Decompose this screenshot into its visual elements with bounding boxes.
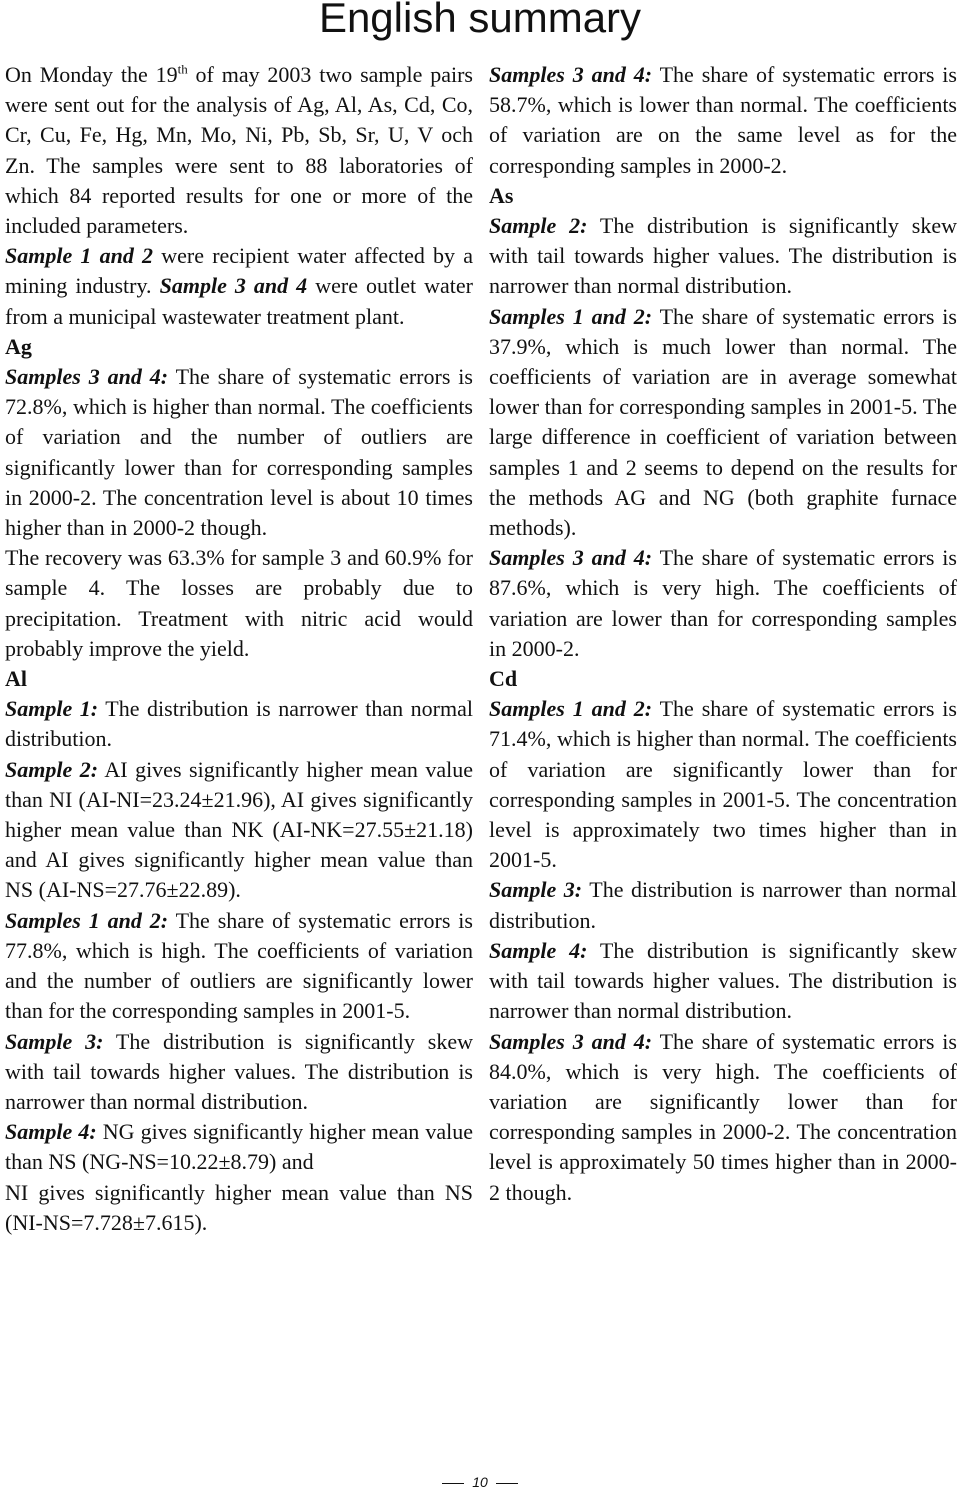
- paragraph-text: The distribution is significantly skew with tail towards higher values. The distribution is narrower than normal distribution.: [489, 937, 957, 1024]
- intro-superscript: th: [177, 61, 188, 77]
- sample-label: Sample 4:: [489, 937, 588, 963]
- paragraph-text: The share of systematic errors is 77.8%, which is high. The coefficients of variation and the number of outliers are significantly lower than for the corresponding samples in 2001-5.: [5, 907, 473, 1024]
- section-heading-al: Al: [5, 666, 27, 692]
- sample-label: Sample 3:: [489, 877, 583, 903]
- paragraph-text: The share of systematic errors is 37.9%, which is much lower than normal. The coefficients of variation are in average somewhat lower than for corresponding samples in 2001-5. The large difference in coefficient of variation between samples 1 and 2 seems to depend on the results for the methods AG and NG (both graphite furnace methods).: [489, 303, 957, 541]
- sample-text: were outlet water from a municipal wastewater treatment plant.: [5, 273, 473, 329]
- sample-label: Sample 2:: [489, 213, 588, 239]
- paragraph-text: The share of systematic errors is 58.7%, which is lower than normal. The coefficients of variation are on the same level as for the corresponding samples in 2000-2.: [489, 62, 957, 178]
- sample-label: Samples 1 and 2:: [489, 696, 653, 722]
- paragraph: The recovery was 63.3% for sample 3 and 60.9% for sample 4. The losses are probably due to precipitation. Treatment with nitric acid would probably improve the yield.: [5, 545, 473, 661]
- right-column: [489, 60, 957, 1208]
- paragraph: [489, 936, 957, 1027]
- page-footer: [0, 1474, 960, 1490]
- page-number: 10: [472, 1474, 488, 1490]
- sample-label: Sample 2:: [5, 756, 99, 782]
- left-column: [5, 60, 473, 1238]
- sample-label: Samples 1 and 2:: [5, 907, 169, 933]
- footer-rule: [496, 1483, 518, 1484]
- paragraph-text: AI gives significantly higher mean value than NI (AI-NI=23.24±21.96), AI gives significantly higher mean value than NK (AI-NK=27.55±21.18) and AI gives significantly higher mean value than NS (AI-NS=27.76±22.89).: [5, 756, 473, 903]
- intro-text-cont: of may 2003 two sample pairs were sent out for the analysis of Ag, Al, As, Cd, Co, Cr, Cu, Fe, Hg, Mn, Mo, Ni, Pb, Sb, Sr, U, V och Zn. The samples were sent to 88 laboratories of which 84 reported results for one or more of the included parameters.: [5, 62, 473, 239]
- paragraph: [489, 875, 957, 935]
- intro-text: On Monday the 19: [5, 62, 178, 87]
- paragraph: [5, 694, 473, 754]
- paragraph: [489, 1027, 957, 1208]
- section-heading-cd: Cd: [489, 666, 518, 692]
- paragraph-text: The share of systematic errors is 72.8%, which is higher than normal. The coefficients of variation and the number of outliers are significantly lower than for corresponding samples in 2000-2. The concentration level is about 10 times higher than in 2000-2 though.: [5, 364, 473, 541]
- paragraph: [489, 302, 957, 544]
- paragraph: [5, 1117, 473, 1177]
- sample-label: Samples 3 and 4:: [489, 62, 653, 87]
- paragraph: [489, 543, 957, 664]
- paragraph-text: The share of systematic errors is 87.6%, which is very high. The coefficients of variation are lower than for corresponding samples in 2000-2.: [489, 545, 957, 661]
- paragraph-text: The distribution is narrower than normal distribution.: [5, 696, 473, 752]
- paragraph: [489, 60, 957, 181]
- paragraph-text: NG gives significantly higher mean value than NS (NG-NS=10.22±8.79) and: [5, 1119, 473, 1175]
- paragraph-text: The distribution is narrower than normal distribution.: [489, 877, 957, 933]
- sample-text: were recipient water affected by a mining industry.: [5, 243, 473, 299]
- page-title: English summary: [318, 0, 642, 41]
- sample-label: Samples 1 and 2:: [489, 303, 653, 329]
- sample-label: Sample 1 and 2: [5, 243, 154, 269]
- sample-label: Samples 3 and 4:: [489, 545, 653, 571]
- paragraph: [5, 1027, 473, 1118]
- paragraph-text: The share of systematic errors is 71.4%, which is higher than normal. The coefficients of variation are significantly lower than for corresponding samples in 2001-5. The concentration level is approximately two times higher than in 2001-5.: [489, 696, 957, 873]
- paragraph-text: The share of systematic errors is 84.0%, which is very high. The coefficients of variation are significantly lower than for corresponding samples in 2000-2. The concentration level is approximately 50 times higher than in 2000-2 though.: [489, 1028, 957, 1205]
- section-heading-as: As: [489, 182, 514, 208]
- sample-label: Samples 3 and 4:: [5, 364, 169, 390]
- paragraph: [489, 694, 957, 875]
- paragraph: [489, 211, 957, 302]
- sample-label: Sample 3 and 4: [159, 273, 308, 299]
- paragraph: [5, 906, 473, 1027]
- samples-description: [5, 241, 473, 332]
- paragraph-text: The distribution is significantly skew with tail towards higher values. The distribution is narrower than normal distribution.: [489, 213, 957, 299]
- paragraph: NI gives significantly higher mean value than NS (NI-NS=7.728±7.615).: [5, 1179, 473, 1235]
- intro-paragraph: [5, 60, 473, 241]
- paragraph: [5, 362, 473, 543]
- sample-label: Sample 3:: [5, 1028, 104, 1054]
- sample-label: Sample 4:: [5, 1119, 97, 1145]
- footer-rule: [442, 1483, 464, 1484]
- sample-label: Samples 3 and 4:: [489, 1028, 653, 1054]
- section-heading-ag: Ag: [5, 333, 32, 359]
- paragraph: [5, 755, 473, 906]
- paragraph-text: The distribution is significantly skew with tail towards higher values. The distribution is narrower than normal distribution.: [5, 1028, 473, 1114]
- sample-label: Sample 1:: [5, 696, 99, 722]
